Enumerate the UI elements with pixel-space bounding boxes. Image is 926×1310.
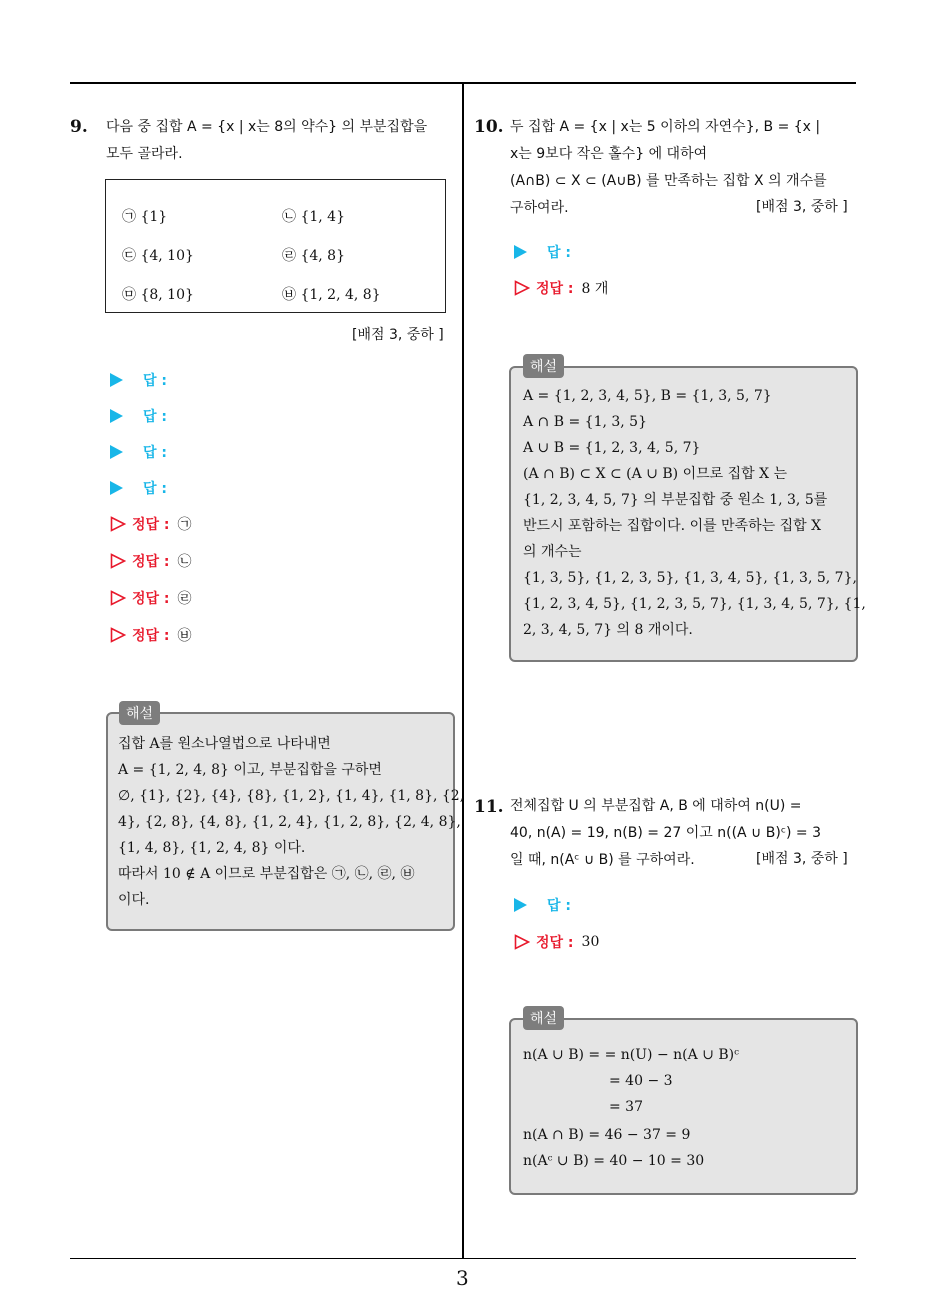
- solution-line: A = {1, 2, 3, 4, 5}, B = {1, 3, 5, 7}: [523, 388, 772, 404]
- solution-line: (A ∩ B) ⊂ X ⊂ (A ∪ B) 이므로 집합 X 는: [523, 466, 788, 482]
- q9-correct-4: 정답 : ㉥: [110, 625, 192, 645]
- play-icon: [110, 481, 123, 495]
- q10-question-line: (A∩B) ⊂ X ⊂ (A∪B) 를 만족하는 집합 X 의 개수를: [510, 173, 827, 189]
- q9-number: 9.: [70, 117, 88, 137]
- solution-line: 이다.: [118, 892, 150, 908]
- q9-solution-tag: 해설: [119, 701, 160, 725]
- solution-line: 의 개수는: [523, 544, 582, 560]
- q9-solution-text: [118, 731, 464, 913]
- q9-option-3: ㉢ {4, 10}: [122, 248, 194, 264]
- triangle-outline-icon: [110, 553, 126, 569]
- q11-answer: 답 :: [514, 895, 571, 915]
- solution-line: A ∪ B = {1, 2, 3, 4, 5, 7}: [523, 440, 701, 456]
- solution-line: {1, 2, 3, 4, 5}, {1, 2, 3, 5, 7}, {1, 3, 4, 5, 7}, {1,: [523, 596, 866, 612]
- column-divider: [462, 82, 464, 1259]
- solution-line: A = {1, 2, 4, 8} 이고, 부분집합을 구하면: [118, 762, 382, 778]
- q10-question-line: x는 9보다 작은 홀수} 에 대하여: [510, 146, 708, 162]
- play-icon: [514, 898, 527, 912]
- q9-question-line: 모두 골라라.: [106, 146, 183, 162]
- q10-question-line: 구하여라.: [510, 200, 569, 216]
- q10-solution-tag: 해설: [523, 354, 564, 378]
- q11-question-line: 일 때, n(Aᶜ ∪ B) 를 구하여라.: [510, 852, 695, 868]
- q9-question-line: 다음 중 집합 A = {x | x는 8의 약수} 의 부분집합을: [106, 119, 428, 135]
- q11-correct: 정답 : 30: [514, 932, 599, 952]
- triangle-outline-icon: [514, 934, 530, 950]
- q10-number: 10.: [474, 117, 504, 137]
- q10-question-line: 두 집합 A = {x | x는 5 이하의 자연수}, B = {x |: [510, 119, 821, 135]
- triangle-outline-icon: [514, 280, 530, 296]
- q9-correct-2: 정답 : ㉡: [110, 551, 192, 571]
- q9-option-4: ㉣ {4, 8}: [282, 248, 345, 264]
- solution-line: A ∩ B = {1, 3, 5}: [523, 414, 647, 430]
- q11-number: 11.: [474, 797, 504, 817]
- q11-solution-line-5: n(Aᶜ ∪ B) = 40 − 10 = 30: [523, 1153, 705, 1169]
- q11-solution-line-2: = 40 − 3: [609, 1073, 673, 1089]
- q11-question-line: 40, n(A) = 19, n(B) = 27 이고 n((A ∪ B)ᶜ) = 3: [510, 825, 821, 841]
- q9-option-6: ㉥ {1, 2, 4, 8}: [282, 287, 381, 303]
- q10-score: [배점 3, 중하 ]: [756, 199, 848, 215]
- q11-solution-line-3: = 37: [609, 1099, 643, 1115]
- q9-question: [106, 114, 427, 168]
- q11-solution-line-1: n(A ∪ B) = = n(U) − n(A ∪ B)ᶜ: [523, 1047, 739, 1063]
- triangle-outline-icon: [110, 516, 126, 532]
- q9-answer-1: 답 :: [110, 370, 167, 390]
- q11-score: [배점 3, 중하 ]: [756, 851, 848, 867]
- play-icon: [110, 409, 123, 423]
- q9-correct-3: 정답 : ㉣: [110, 588, 192, 608]
- q9-answer-4: 답 :: [110, 478, 167, 498]
- q9-score: [배점 3, 중하 ]: [352, 327, 444, 343]
- q11-solution-tag: 해설: [523, 1006, 564, 1030]
- solution-line: {1, 2, 3, 4, 5, 7} 의 부분집합 중 원소 1, 3, 5를: [523, 492, 828, 508]
- q10-answer: 답 :: [514, 242, 571, 262]
- q11-question-line: 전체집합 U 의 부분집합 A, B 에 대하여 n(U) =: [510, 798, 802, 814]
- q9-answer-3: 답 :: [110, 442, 167, 462]
- play-icon: [110, 445, 123, 459]
- q9-answer-2: 답 :: [110, 406, 167, 426]
- solution-line: 반드시 포함하는 집합이다. 이를 만족하는 집합 X: [523, 518, 822, 534]
- play-icon: [514, 245, 527, 259]
- q10-correct: 정답 : 8 개: [514, 278, 608, 298]
- triangle-outline-icon: [110, 627, 126, 643]
- q9-correct-1: 정답 : ㉠: [110, 514, 192, 534]
- solution-line: 4}, {2, 8}, {4, 8}, {1, 2, 4}, {1, 2, 8}, {2, 4, 8},: [118, 814, 461, 830]
- q10-solution-text: [523, 383, 866, 643]
- solution-line: 2, 3, 4, 5, 7} 의 8 개이다.: [523, 622, 693, 638]
- bottom-rule: [70, 1258, 856, 1259]
- solution-line: 집합 A를 원소나열법으로 나타내면: [118, 736, 331, 752]
- solution-line: 따라서 10 ∉ A 이므로 부분집합은 ㉠, ㉡, ㉣, ㉥: [118, 866, 415, 882]
- solution-line: {1, 4, 8}, {1, 2, 4, 8} 이다.: [118, 840, 306, 856]
- q9-option-1: ㉠ {1}: [122, 209, 168, 225]
- q11-solution-line-4: n(A ∩ B) = 46 − 37 = 9: [523, 1127, 691, 1143]
- triangle-outline-icon: [110, 590, 126, 606]
- solution-line: ∅, {1}, {2}, {4}, {8}, {1, 2}, {1, 4}, {1, 8}, {2,: [118, 788, 465, 804]
- play-icon: [110, 373, 123, 387]
- page-number: 3: [456, 1266, 469, 1290]
- q9-option-5: ㉤ {8, 10}: [122, 287, 194, 303]
- solution-line: {1, 3, 5}, {1, 2, 3, 5}, {1, 3, 4, 5}, {1, 3, 5, 7},: [523, 570, 857, 586]
- q9-option-2: ㉡ {1, 4}: [282, 209, 345, 225]
